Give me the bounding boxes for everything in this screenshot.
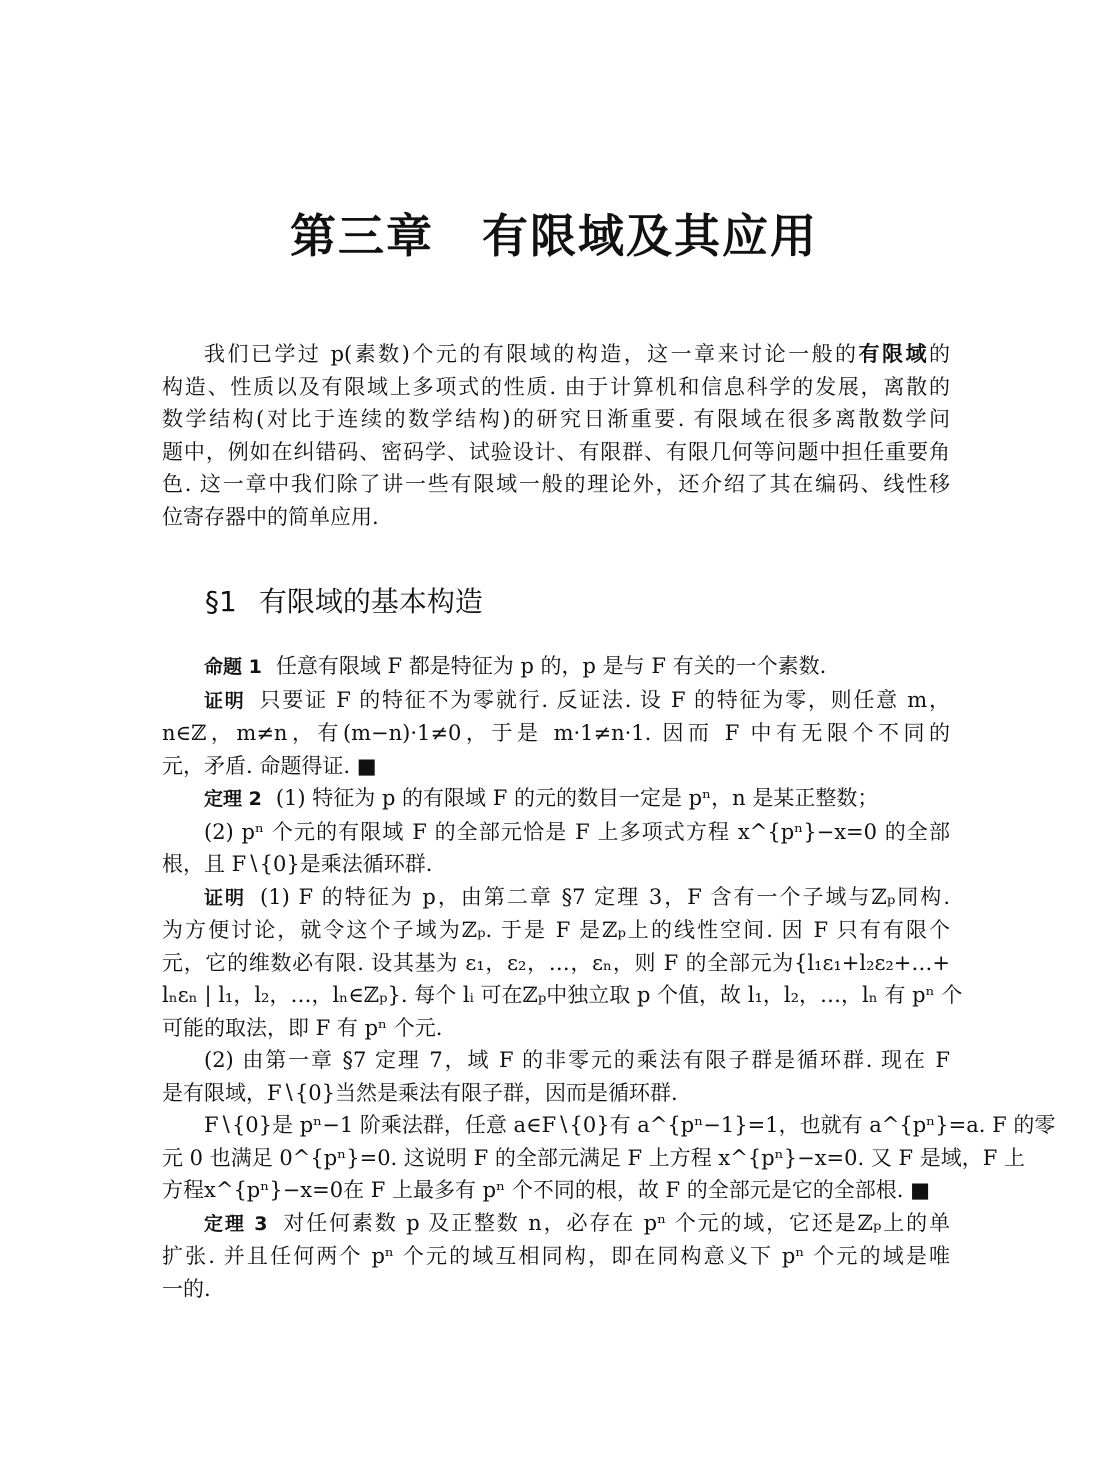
chapter-number: 第三章 — [290, 209, 434, 263]
proof-line: 证明 (1) F 的特征为 p，由第二章 §7 定理 3，F 含有一个子域与ℤₚ同构. — [204, 884, 950, 909]
proof-line: 方程x^{pⁿ}−x=0在 F 上最多有 pⁿ 个不同的根，故 F 的全部元是它的全部根. ■ — [162, 1178, 930, 1202]
bold-term: 有限域 — [858, 342, 929, 366]
theorem-label: 定理 2 — [204, 788, 262, 810]
intro-paragraph — [162, 338, 950, 533]
section-title: 有限域的基本构造 — [258, 585, 483, 618]
section-symbol: §1 — [205, 585, 237, 618]
chapter-title — [0, 200, 1108, 266]
proof-line: 是有限域，F∖{0}当然是乘法有限子群，因而是循环群. — [162, 1080, 678, 1105]
body-text — [162, 650, 1056, 1305]
intro-line: 构造、性质以及有限域上多项式的性质. 由于计算机和信息科学的发展，离散的 — [162, 374, 950, 399]
proof-line: lₙεₙ | l₁，l₂，…，lₙ∈ℤₚ}. 每个 lᵢ 可在ℤₚ中独立取 p 个值，故 l₁，l₂，…，lₙ 有 pⁿ 个 — [162, 983, 963, 1007]
intro-line: 题中，例如在纠错码、密码学、试验设计、有限群、有限几何等问题中担任重要角 — [162, 439, 950, 464]
section-heading — [205, 580, 483, 620]
theorem-3: 定理 3 对任何素数 p 及正整数 n，必存在 pⁿ 个元的域，它还是ℤₚ上的单 — [204, 1210, 950, 1235]
proposition-label: 命题 1 — [204, 656, 262, 678]
theorem-line: 扩张. 并且任何两个 pⁿ 个元的域互相同构，即在同构意义下 pⁿ 个元的域是唯 — [162, 1244, 950, 1268]
proof-line: 可能的取法，即 F 有 pⁿ 个元. — [162, 1015, 443, 1040]
proof-line: 证明 只要证 F 的特征不为零就行. 反证法. 设 F 的特征为零，则任意 m， — [204, 687, 950, 712]
proof-line: 元，矛盾. 命题得证. ■ — [162, 753, 377, 778]
proof-line: 为方便讨论，就令这个子域为ℤₚ. 于是 F 是ℤₚ上的线性空间. 因 F 只有有限个 — [162, 918, 950, 942]
theorem-label: 定理 3 — [204, 1212, 268, 1235]
theorem-2: 定理 2 (1) 特征为 p 的有限域 F 的元的数目一定是 pⁿ，n 是某正整数； — [204, 786, 879, 810]
proof-line: n∈ℤ，m≠n，有(m−n)·1≠0，于是 m·1≠n·1. 因而 F 中有无限个不同的 — [162, 721, 950, 745]
intro-line: 我们已学过 p(素数)个元的有限域的构造，这一章来讨论一般的有限域的 — [204, 342, 950, 366]
chapter-name: 有限域及其应用 — [482, 209, 818, 263]
theorem-line: (2) pⁿ 个元的有限域 F 的全部元恰是 F 上多项式方程 x^{pⁿ}−x=0 的全部 — [204, 819, 950, 844]
proof-line: F∖{0}是 pⁿ−1 阶乘法群，任意 a∈F∖{0}有 a^{pⁿ−1}=1，也就有 a^{pⁿ}=a. F 的零 — [204, 1113, 1056, 1137]
proposition-1: 命题 1 任意有限域 F 都是特征为 p 的，p 是与 F 有关的一个素数. — [204, 654, 827, 678]
proof-label: 证明 — [204, 886, 247, 909]
intro-line: 色. 这一章中我们除了讲一些有限域一般的理论外，还介绍了其在编码、线性移 — [162, 472, 950, 496]
proof-line: 元，它的维数必有限. 设其基为 ε₁，ε₂，…，εₙ，则 F 的全部元为{l₁ε₁+l₂ε₂+…+ — [162, 950, 950, 975]
theorem-line: 一的. — [162, 1276, 211, 1301]
intro-line: 位寄存器中的简单应用. — [162, 504, 379, 529]
intro-line: 数学结构(对比于连续的数学结构)的研究日渐重要. 有限域在很多离散数学问 — [162, 407, 950, 431]
proof-line: (2) 由第一章 §7 定理 7，域 F 的非零元的乘法有限子群是循环群. 现在 F — [204, 1048, 950, 1072]
proof-line: 元 0 也满足 0^{pⁿ}=0. 这说明 F 的全部元满足 F 上方程 x^{pⁿ}−x=0. 又 F 是域，F 上 — [162, 1145, 1026, 1170]
proof-label: 证明 — [204, 689, 246, 712]
theorem-line: 根，且 F∖{0}是乘法循环群. — [162, 852, 433, 876]
